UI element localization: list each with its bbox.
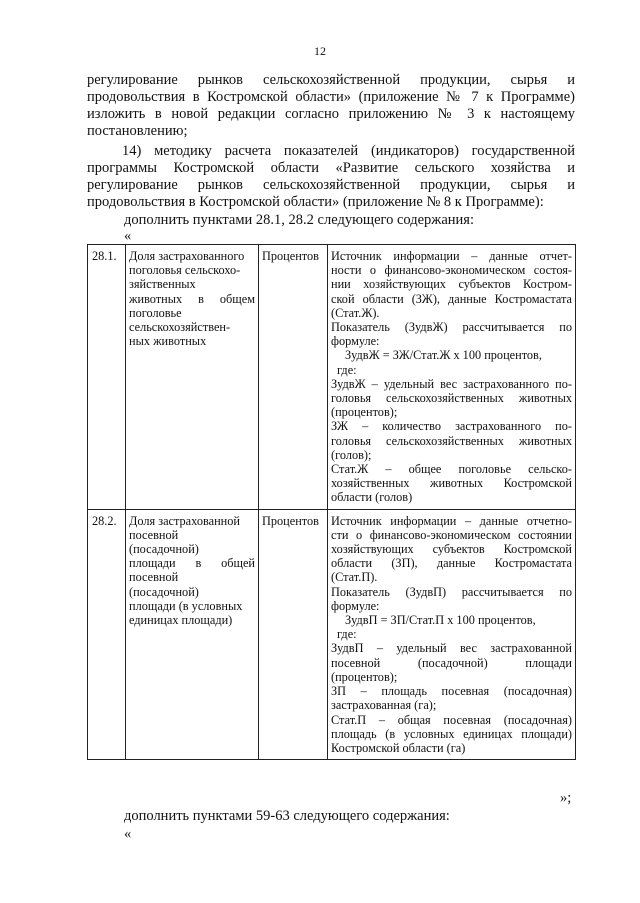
- calculation-method: Источник информации – данные отчет- ности о финансово-экономическом состоя- нии хозяйствующих субъектов Костром- ской области (ЗЖ), данные Костромастата (Стат.Ж). Показатель (ЗудвЖ) рассчитывается по формуле: ЗудвЖ = ЗЖ/Стат.Ж x 100 процентов, где: ЗудвЖ – удельный вес застрахованного по- головья сельскохозяйственных животных (процентов); ЗЖ – количество застрахованного по- головья сельскохозяйственных животных (голов); Стат.Ж – общее поголовье сельско- хозяйственных животных Костромской области (голов): [328, 245, 576, 510]
- item-14-line: продовольствия в Костромской области» (приложение № 8 к Программе):: [87, 194, 544, 210]
- indicator-name: Доля застрахованной посевной (посадочной) площади в общей посевной (посадочной) площади (в условных единицах площади): [126, 509, 259, 759]
- row-number: 28.1.: [88, 245, 126, 510]
- unit-of-measure: Процентов: [259, 245, 328, 510]
- page-number: 12: [314, 44, 326, 58]
- unit-of-measure: Процентов: [259, 509, 328, 759]
- item-14-line: программы Костромской области «Развитие сельского хозяйства и: [87, 160, 575, 176]
- intro-paragraph: [87, 72, 575, 140]
- open-quote-2: «: [124, 826, 132, 842]
- supplement-text-1: дополнить пунктами 28.1, 28.2 следующего содержания:: [124, 212, 474, 228]
- indicator-name: Доля застрахованного поголовья сельскохо- зяйственных животных в общем поголовье сельскохозяйствен- ных животных: [126, 245, 259, 510]
- calculation-method: Источник информации – данные отчетно- сти о финансово-экономическом состоянии хозяйствующих субъектов Костромской области (ЗП), данные Костромастата (Стат.П). Показатель (ЗудвП) рассчитывается по формуле: ЗудвП = ЗП/Стат.П x 100 процентов, где: ЗудвП – удельный вес застрахованной посевной (посадочной) площади (процентов); ЗП – площадь посевная (посадочная) застрахованная (га); Стат.П – общая посевная (посадочная) площадь (в условных единицах площади) Костромской области (га): [328, 509, 576, 759]
- item-14-line: регулирование рынков сельскохозяйственной продукции, сырья и: [87, 177, 575, 193]
- table-row: [88, 509, 576, 759]
- close-quote: »;: [560, 790, 572, 806]
- supplement-text-2: дополнить пунктами 59-63 следующего содержания:: [124, 808, 450, 824]
- table-row: [88, 245, 576, 510]
- intro-line: продовольствия в Костромской области» (приложение № 7 к Программе): [87, 89, 575, 105]
- row-number: 28.2.: [88, 509, 126, 759]
- intro-line: изложить в новой редакции согласно приложению № 3 к настоящему: [87, 106, 575, 122]
- item-14-paragraph: [87, 143, 575, 211]
- item-14-line: 14) методику расчета показателей (индикаторов) государственной: [122, 143, 575, 159]
- formula: ЗудвЖ = ЗЖ/Стат.Ж x 100 процентов,: [345, 348, 542, 363]
- intro-line: постановлению;: [87, 123, 188, 139]
- intro-line: регулирование рынков сельскохозяйственной продукции, сырья и: [87, 72, 575, 88]
- open-quote-1: «: [124, 228, 132, 244]
- formula: ЗудвП = ЗП/Стат.П x 100 процентов,: [345, 613, 536, 628]
- indicators-table: [87, 244, 576, 760]
